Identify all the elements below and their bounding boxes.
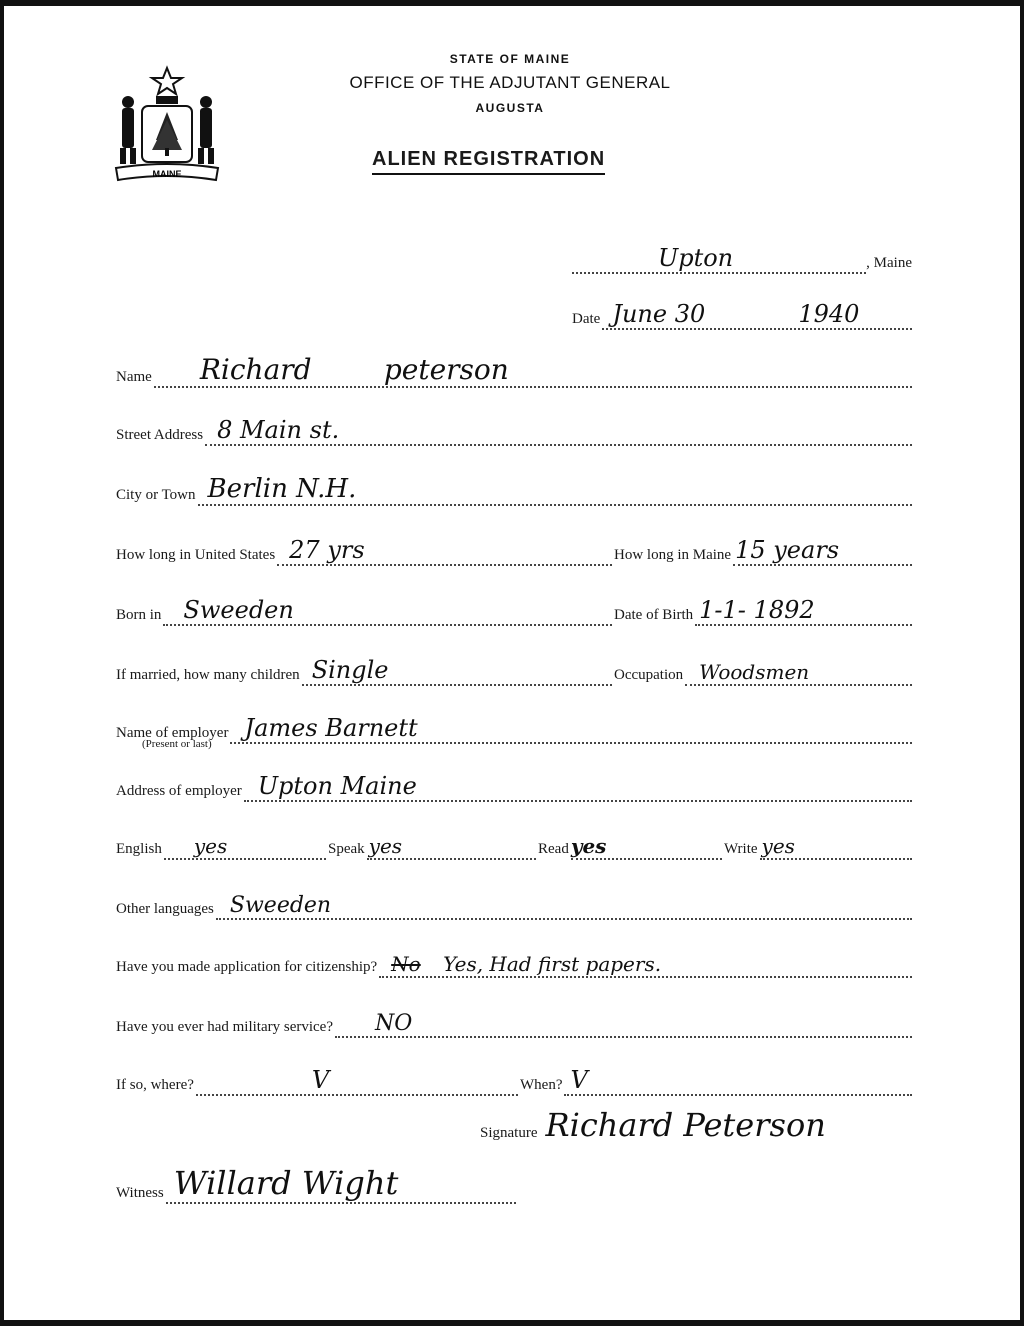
read-label: Read [538, 841, 569, 857]
english-field[interactable] [164, 818, 326, 860]
date-row [572, 290, 912, 330]
witness-row [116, 1164, 516, 1204]
signature-field[interactable] [540, 1104, 913, 1144]
date-label: Date [572, 311, 601, 327]
employer-address-label: Address of employer [116, 783, 242, 799]
occupation-field[interactable] [685, 644, 912, 686]
date-year-value: 1940 [798, 300, 860, 328]
signature-row [480, 1104, 912, 1144]
other-languages-row [116, 880, 912, 920]
military-label: Have you ever had military service? [116, 1019, 333, 1035]
when-value: V [570, 1066, 588, 1094]
born-in-field[interactable] [163, 584, 612, 626]
other-languages-value: Sweeden [229, 893, 332, 918]
seal-banner-text: MAINE [152, 169, 182, 179]
street-address-row [116, 406, 912, 446]
citizenship-struck-value: No [391, 952, 421, 976]
citizenship-field[interactable] [379, 936, 912, 978]
read-field[interactable] [571, 818, 722, 860]
header-office: OFFICE OF THE ADJUTANT GENERAL [349, 73, 671, 92]
occupation-label: Occupation [614, 667, 684, 683]
signature-label: Signature [480, 1125, 538, 1141]
city-field[interactable] [198, 464, 912, 506]
dob-row [614, 586, 912, 626]
witness-label: Witness [116, 1185, 164, 1201]
dob-value: 1-1- 1892 [699, 596, 815, 624]
employer-name-row [116, 704, 912, 744]
state-seal-icon [112, 64, 222, 184]
children-value: Single [311, 656, 389, 684]
witness-field[interactable] [166, 1162, 516, 1204]
english-label: English [116, 841, 162, 857]
name-last-value: peterson [383, 353, 509, 386]
employer-address-row [116, 762, 912, 802]
employer-address-field[interactable] [244, 760, 912, 802]
where-field[interactable] [196, 1054, 518, 1096]
header-city: AUGUSTA [475, 101, 545, 115]
employer-name-field[interactable] [230, 702, 912, 744]
witness-value: Willard Wight [173, 1164, 399, 1202]
date-field[interactable] [602, 288, 912, 330]
born-in-row [116, 586, 612, 626]
header-state: STATE OF MAINE [449, 52, 571, 66]
write-row [724, 820, 912, 860]
employer-address-value: Upton Maine [257, 772, 417, 800]
form-title: ALIEN REGISTRATION [372, 148, 605, 175]
how-long-us-field[interactable] [277, 524, 612, 566]
how-long-maine-field[interactable] [733, 524, 912, 566]
children-field[interactable] [302, 644, 612, 686]
citizenship-label: Have you made application for citizenship? [116, 959, 378, 975]
town-row [572, 234, 912, 274]
occupation-value: Woodsmen [699, 660, 810, 684]
other-languages-field[interactable] [216, 878, 912, 920]
employer-name-sublabel: (Present or last) [142, 738, 212, 750]
dob-field[interactable] [695, 584, 912, 626]
employer-name-label: Name of employer [116, 725, 229, 741]
children-row [116, 646, 612, 686]
speak-row [328, 820, 536, 860]
write-field[interactable] [760, 818, 912, 860]
military-value: NO [375, 1011, 413, 1036]
employer-name-value: James Barnett [244, 714, 418, 742]
english-value: yes [193, 834, 228, 858]
read-row [538, 820, 722, 860]
born-in-value: Sweeden [183, 596, 294, 624]
military-row [116, 998, 912, 1038]
read-value: yes [570, 834, 607, 858]
english-row [116, 820, 326, 860]
other-languages-label: Other languages [116, 901, 214, 917]
speak-field[interactable] [367, 818, 536, 860]
city-value: Berlin N.H. [207, 474, 357, 504]
speak-label: Speak [328, 841, 365, 857]
city-row [116, 466, 912, 506]
name-label: Name [116, 369, 152, 385]
when-label: When? [520, 1077, 563, 1093]
how-long-us-label: How long in United States [116, 547, 276, 563]
date-month-day-value: June 30 [612, 300, 706, 328]
citizenship-row [116, 938, 912, 978]
street-address-value: 8 Main st. [217, 416, 340, 444]
street-address-field[interactable] [205, 404, 912, 446]
town-value: Upton [658, 244, 734, 272]
write-label: Write [724, 841, 758, 857]
born-in-label: Born in [116, 607, 162, 623]
occupation-row [614, 646, 912, 686]
where-value: V [311, 1066, 330, 1094]
where-label: If so, where? [116, 1077, 194, 1093]
children-label: If married, how many children [116, 667, 300, 683]
name-first-value: Richard [199, 353, 312, 386]
military-field[interactable] [335, 996, 912, 1038]
name-field[interactable] [154, 346, 912, 388]
how-long-us-value: 27 yrs [289, 536, 365, 564]
when-row [520, 1056, 912, 1096]
speak-value: yes [368, 834, 403, 858]
city-label: City or Town [116, 487, 196, 503]
how-long-maine-value: 15 years [735, 536, 840, 564]
how-long-maine-row [614, 526, 912, 566]
when-field[interactable] [564, 1054, 912, 1096]
citizenship-value: Yes, Had first papers. [443, 952, 662, 976]
signature-value: Richard Peterson [545, 1106, 826, 1144]
town-field[interactable] [572, 232, 866, 274]
name-row [116, 348, 912, 388]
town-label: , Maine [866, 255, 912, 271]
where-row [116, 1056, 518, 1096]
how-long-maine-label: How long in Maine [614, 547, 732, 563]
street-address-label: Street Address [116, 427, 204, 443]
dob-label: Date of Birth [614, 607, 694, 623]
write-value: yes [761, 834, 795, 858]
how-long-us-row [116, 526, 612, 566]
